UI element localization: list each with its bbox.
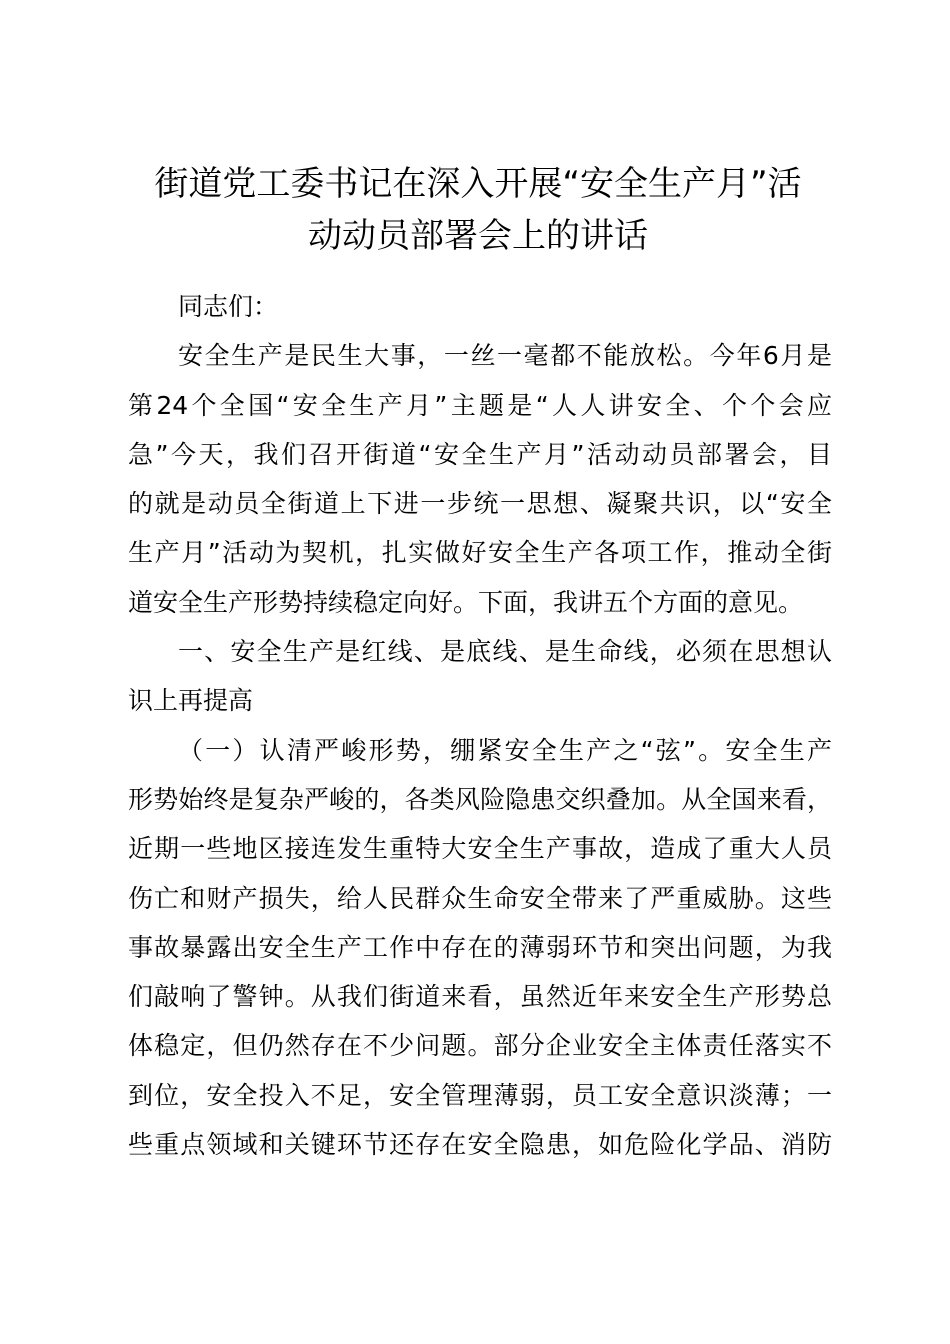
paragraph-line: 些重点领域和关键环节还存在安全隐患，如危险化学品、消防 bbox=[128, 1130, 832, 1160]
title-line-2: 动动员部署会上的讲话 bbox=[308, 216, 648, 256]
paragraph-line: 第24个全国“安全生产月”主题是“人人讲安全、个个会应 bbox=[128, 390, 832, 420]
paragraph-line: 的就是动员全街道上下进一步统一思想、凝聚共识，以“安全 bbox=[128, 489, 832, 519]
paragraph-line: 急”今天，我们召开街道“安全生产月”活动动员部署会，目 bbox=[128, 439, 832, 469]
paragraph-line: 生产月”活动为契机，扎实做好安全生产各项工作，推动全街 bbox=[128, 538, 832, 568]
paragraph-line: 事故暴露出安全生产工作中存在的薄弱环节和突出问题，为我 bbox=[128, 932, 832, 962]
paragraph-line: （一）认清严峻形势，绷紧安全生产之“弦”。安全生产 bbox=[178, 735, 832, 765]
paragraph-line: 到位，安全投入不足，安全管理薄弱，员工安全意识淡薄；一 bbox=[128, 1080, 832, 1110]
document-body bbox=[128, 282, 832, 1169]
paragraph-line: 道安全生产形势持续稳定向好。下面，我讲五个方面的意见。 bbox=[128, 587, 804, 617]
paragraph-line: 形势始终是复杂严峻的，各类风险隐患交织叠加。从全国来看， bbox=[128, 784, 832, 814]
salutation: 同志们： bbox=[178, 292, 279, 321]
paragraph-line: 近期一些地区接连发生重特大安全生产事故，造成了重大人员 bbox=[128, 834, 832, 864]
section-heading-line: 一、安全生产是红线、是底线、是生命线，必须在思想认 bbox=[178, 637, 832, 667]
paragraph-line: 体稳定，但仍然存在不少问题。部分企业安全主体责任落实不 bbox=[128, 1031, 832, 1061]
title-line-1: 街道党工委书记在深入开展“安全生产月”活 bbox=[154, 164, 802, 204]
paragraph-line: 们敲响了警钟。从我们街道来看，虽然近年来安全生产形势总 bbox=[128, 982, 832, 1012]
document-title bbox=[128, 158, 828, 262]
section-heading-line: 识上再提高 bbox=[128, 686, 254, 716]
paragraph-line: 伤亡和财产损失，给人民群众生命安全带来了严重威胁。这些 bbox=[128, 883, 832, 913]
paragraph-line: 安全生产是民生大事，一丝一毫都不能放松。今年6月是 bbox=[178, 341, 832, 371]
